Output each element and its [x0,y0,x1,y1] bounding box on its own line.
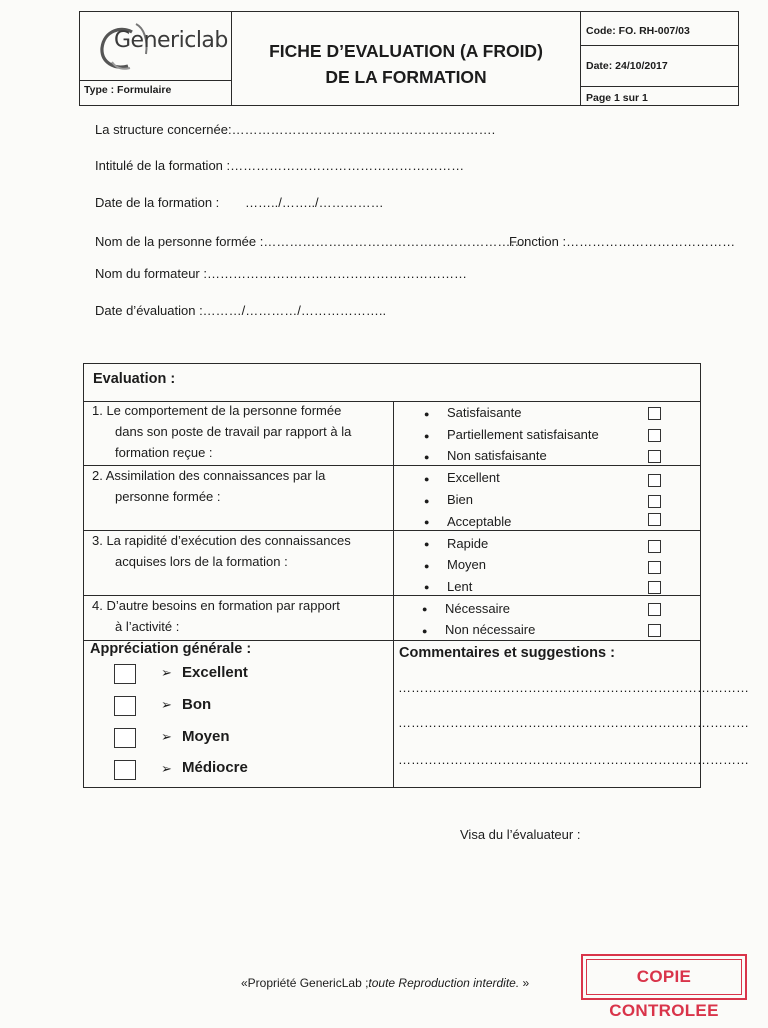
q3-rapide-checkbox[interactable] [648,540,661,553]
appreciation-moyen-checkbox[interactable] [114,728,136,748]
bullet-icon: ● [424,431,430,441]
trainer-name-field[interactable]: Nom du formateur :…………………………………………………… [95,266,467,281]
training-date-field[interactable]: ……../……../…………… [245,195,384,210]
arrow-bullet-icon: ➢ [161,761,172,776]
q2-option-excellent: Excellent [447,470,500,485]
comment-line-2[interactable]: ……………………………………………………………………… [398,715,749,730]
q1-partielle-checkbox[interactable] [648,429,661,442]
general-appreciation-heading: Appréciation générale : [90,641,252,657]
appreciation-bon-label: Bon [182,696,212,713]
document-type: Type : Formulaire [84,84,172,96]
form-title [232,38,580,90]
evaluator-visa-label: Visa du l’évaluateur : [460,827,581,842]
q4-option-non-necessaire: Non nécessaire [445,622,536,637]
page-number: Page 1 sur 1 [586,92,648,104]
bullet-icon: ● [424,582,430,592]
header-date-divider [580,86,739,87]
q4-non-necessaire-checkbox[interactable] [648,624,661,637]
appreciation-mediocre-checkbox[interactable] [114,760,136,780]
q1-option-partielle: Partiellement satisfaisante [447,427,599,442]
training-date-label: Date de la formation : [95,195,220,210]
question-4-line2: à l’activité : [115,619,180,634]
arrow-bullet-icon: ➢ [161,729,172,744]
question-1-line2: dans son poste de travail par rapport à la [115,424,352,439]
structure-field[interactable]: La structure concernée:……………………………………………………. [95,122,496,137]
bullet-icon: ● [424,452,430,462]
function-field[interactable]: Fonction :………………………………… [509,234,736,249]
question-1-line3: formation reçue : [115,445,213,460]
q3-moyen-checkbox[interactable] [648,561,661,574]
logo-text: Genericlab [114,28,228,53]
q3-option-lent: Lent [447,579,473,594]
controlled-copy-stamp-text: COPIE CONTROLEE [586,959,742,995]
question-2-line2: personne formée : [115,489,221,504]
question-3 [92,530,351,572]
comments-heading: Commentaires et suggestions : [399,645,615,661]
q2-bien-checkbox[interactable] [648,495,661,508]
q3-lent-checkbox[interactable] [648,581,661,594]
footer-property-notice [241,976,529,990]
q1-option-non-satisfaisante: Non satisfaisante [447,448,547,463]
footer-property-italic: toute Reproduction interdite. [368,976,520,990]
bullet-icon: ● [424,496,430,506]
q1-option-satisfaisante: Satisfaisante [447,405,522,420]
question-3-line1: 3. La rapidité d’exécution des connaissances [92,533,351,548]
appreciation-bon-checkbox[interactable] [114,696,136,716]
evaluation-date-field[interactable]: Date d’évaluation :………/…………/……………….. [95,303,387,318]
appreciation-mediocre-label: Médiocre [182,759,248,776]
q4-option-necessaire: Nécessaire [445,601,511,616]
document-date: Date: 24/10/2017 [586,60,668,72]
q3-option-rapide: Rapide [447,536,489,551]
bullet-icon: ● [424,409,430,419]
appreciation-excellent-label: Excellent [182,664,248,681]
form-title-line2: DE LA FORMATION [325,67,487,87]
header-divider-right [580,11,581,106]
appreciation-excellent-checkbox[interactable] [114,664,136,684]
footer-property-end: » [519,976,530,990]
q1-satisfaisante-checkbox[interactable] [648,407,661,420]
bullet-icon: ● [422,626,428,636]
bullet-icon: ● [424,517,430,527]
trainee-name-field[interactable]: Nom de la personne formée :……………………………………………………. [95,234,527,249]
bullet-icon: ● [424,474,430,484]
question-2-line1: 2. Assimilation des connaissances par la [92,468,326,483]
comment-line-1[interactable]: ……………………………………………………………………… [398,680,749,695]
arrow-bullet-icon: ➢ [161,697,172,712]
bullet-icon: ● [422,604,428,614]
question-1 [92,400,351,463]
document-code: Code: FO. RH-007/03 [586,25,690,37]
q2-excellent-checkbox[interactable] [648,474,661,487]
question-2 [92,465,325,507]
q2-option-acceptable: Acceptable [447,514,512,529]
arrow-bullet-icon: ➢ [161,665,172,680]
q2-option-bien: Bien [447,492,474,507]
q3-option-moyen: Moyen [447,557,487,572]
appreciation-moyen-label: Moyen [182,728,230,745]
evaluation-heading: Evaluation : [93,371,176,387]
controlled-copy-stamp [581,954,747,1020]
comment-line-3[interactable]: ……………………………………………………………………… [398,752,749,767]
company-logo [92,18,228,74]
bullet-icon: ● [424,539,430,549]
training-title-field[interactable]: Intitulé de la formation :……………………………………………… [95,158,465,173]
bullet-icon: ● [424,561,430,571]
question-3-line2: acquises lors de la formation : [115,554,288,569]
question-4-line1: 4. D’autre besoins en formation par rapport [92,598,340,613]
footer-property-plain: «Propriété GenericLab ; [241,976,369,990]
question-1-line1: 1. Le comportement de la personne formée [92,403,342,418]
header-logo-divider [79,80,232,81]
form-title-line1: FICHE D’EVALUATION (A FROID) [269,41,543,61]
q2-acceptable-checkbox[interactable] [648,513,661,526]
header-code-divider [580,45,739,46]
question-4 [92,595,340,637]
q4-necessaire-checkbox[interactable] [648,603,661,616]
q1-non-satisfaisante-checkbox[interactable] [648,450,661,463]
